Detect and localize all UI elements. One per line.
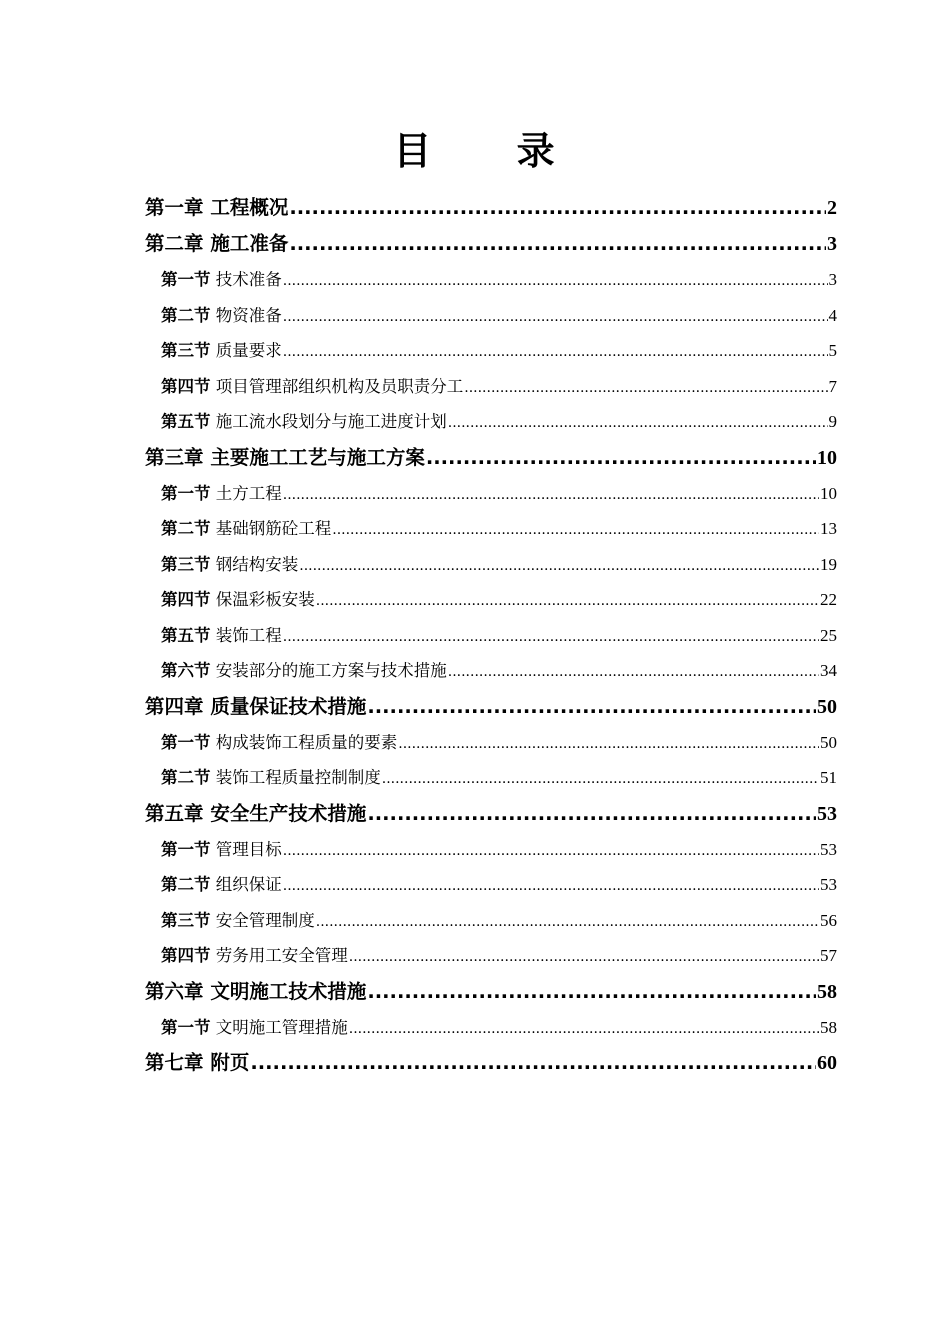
dot-leader: [349, 940, 819, 974]
toc-entry[interactable]: [145, 1010, 837, 1046]
toc-entry-number: 第七章: [145, 1051, 204, 1074]
dot-leader: [426, 440, 816, 476]
toc-entry-title: 主要施工工艺与施工方案: [210, 445, 425, 469]
toc-entry-title: 劳务用工安全管理: [215, 946, 348, 965]
dot-leader: [382, 762, 819, 796]
toc-entry-number: 第二节: [161, 875, 211, 894]
toc-entry[interactable]: [145, 369, 837, 405]
toc-entry-title: 组织保证: [215, 875, 282, 894]
dot-leader: [464, 371, 827, 405]
toc-entry-title: 装饰工程: [215, 625, 282, 645]
toc-entry[interactable]: [145, 725, 837, 761]
toc-entry-number: 第三节: [161, 341, 211, 360]
toc-entry-page: 58: [820, 1017, 837, 1037]
toc-entry-page: 19: [820, 554, 837, 574]
toc-entry[interactable]: [145, 653, 837, 689]
toc-entry[interactable]: [145, 903, 837, 939]
toc-entry-page: 53: [820, 839, 837, 859]
toc-entry-number: 第一章: [145, 196, 204, 219]
toc-entry[interactable]: [145, 476, 837, 512]
toc-entry-page: 13: [820, 519, 837, 538]
dot-leader: [316, 584, 819, 618]
toc-entry[interactable]: [145, 190, 837, 226]
toc-entry-number: 第一节: [161, 1017, 211, 1037]
toc-entry-title: 项目管理部组织机构及员职责分工: [215, 376, 464, 396]
dot-leader: [289, 226, 826, 262]
toc-entry-title: 钢结构安装: [215, 554, 299, 574]
toc-entry[interactable]: [145, 440, 837, 476]
toc-entry-page: 50: [817, 695, 837, 718]
toc-entry[interactable]: [145, 832, 837, 868]
toc-entry[interactable]: [145, 938, 837, 974]
toc-entry[interactable]: [145, 867, 837, 903]
toc-entry-title: 施工流水段划分与施工进度计划: [215, 412, 447, 431]
dot-leader: [283, 620, 819, 654]
toc-entry-page: 57: [820, 946, 837, 965]
toc-entry-number: 第一节: [161, 839, 211, 859]
dot-leader: [283, 869, 819, 903]
toc-entry-number: 第一节: [161, 270, 211, 289]
dot-leader: [448, 655, 819, 689]
toc-entry-title: 土方工程: [215, 483, 282, 503]
toc-entry-page: 22: [820, 590, 837, 609]
dot-leader: [250, 1045, 816, 1081]
toc-entry-number: 第一节: [161, 483, 211, 503]
toc-entry[interactable]: [145, 547, 837, 583]
toc-entry-title: 保温彩板安装: [215, 590, 315, 609]
dot-leader: [283, 478, 819, 512]
toc-entry-title: 基础钢筋砼工程: [215, 519, 332, 538]
toc-entry-number: 第六节: [161, 661, 211, 680]
toc-entry-number: 第四节: [161, 590, 211, 609]
toc-entry-number: 第三节: [161, 554, 211, 574]
toc-entry[interactable]: [145, 582, 837, 618]
toc-entry[interactable]: [145, 404, 837, 440]
toc-entry-number: 第四节: [161, 946, 211, 965]
toc-entry-page: 9: [828, 412, 837, 431]
toc-entry[interactable]: [145, 618, 837, 654]
toc-entry[interactable]: [145, 1045, 837, 1081]
toc-entry-title: 管理目标: [215, 839, 282, 859]
dot-leader: [289, 190, 826, 226]
toc-entry-title: 施工准备: [210, 232, 289, 255]
toc-entry[interactable]: [145, 226, 837, 262]
toc-entry-number: 第三章: [145, 445, 204, 469]
toc-entry-number: 第三节: [161, 910, 211, 930]
toc-entry-page: 56: [820, 910, 837, 930]
toc-entry-page: 51: [820, 768, 837, 787]
toc-entry-number: 第一节: [161, 732, 211, 752]
toc-entry-page: 5: [828, 341, 837, 360]
toc-entry-page: 2: [827, 197, 837, 219]
toc-entry-title: 附页: [210, 1051, 250, 1074]
toc-entry-title: 质量要求: [215, 341, 282, 360]
toc-entry-title: 安装部分的施工方案与技术措施: [215, 661, 447, 680]
toc-entry-title: 装饰工程质量控制制度: [215, 768, 381, 787]
toc-entry-page: 10: [817, 446, 837, 469]
toc-entry-title: 工程概况: [210, 196, 289, 219]
toc-entry-page: 58: [817, 980, 837, 1003]
dot-leader: [299, 549, 819, 583]
toc-entry[interactable]: [145, 298, 837, 334]
toc-entry-page: 53: [817, 802, 837, 825]
toc-entry-page: 10: [820, 483, 837, 503]
toc-entry[interactable]: [145, 333, 837, 369]
toc-entry-number: 第二节: [161, 519, 211, 538]
dot-leader: [316, 905, 819, 939]
toc-entry-title: 质量保证技术措施: [210, 694, 367, 718]
toc-entry-title: 安全管理制度: [215, 910, 315, 930]
toc-entry-page: 53: [820, 875, 837, 894]
toc-entry-number: 第五章: [145, 801, 204, 825]
toc-entry-page: 3: [828, 270, 837, 289]
dot-leader: [283, 300, 828, 334]
toc-entry-title: 构成装饰工程质量的要素: [215, 732, 398, 752]
toc-entry-number: 第六章: [145, 979, 204, 1003]
toc-entry[interactable]: [145, 796, 837, 832]
toc-entry-title: 技术准备: [215, 270, 282, 289]
dot-leader: [283, 264, 828, 298]
toc-entry-number: 第二节: [161, 305, 211, 325]
toc-entry[interactable]: [145, 262, 837, 298]
toc-entry-number: 第五节: [161, 412, 211, 431]
toc-entry[interactable]: [145, 689, 837, 725]
dot-leader: [332, 513, 819, 547]
toc-entry-page: 34: [820, 661, 837, 680]
toc-entry-page: 50: [820, 732, 837, 752]
toc-entry-number: 第四章: [145, 694, 204, 718]
toc-entry-page: 7: [828, 376, 837, 396]
toc-heading: 目 录: [393, 129, 591, 173]
toc-entry-page: 3: [827, 233, 837, 255]
toc-entry-page: 60: [817, 1052, 837, 1074]
dot-leader: [367, 689, 816, 725]
toc-entry-number: 第五节: [161, 625, 211, 645]
dot-leader: [448, 406, 828, 440]
toc-entry-title: 物资准备: [215, 305, 282, 325]
dot-leader: [398, 727, 819, 761]
dot-leader: [349, 1012, 819, 1046]
toc-entry-page: 25: [820, 625, 837, 645]
toc-entry-title: 文明施工技术措施: [210, 979, 367, 1003]
toc-entry-number: 第四节: [161, 376, 211, 396]
toc-entry-title: 文明施工管理措施: [215, 1017, 348, 1037]
toc-entry-page: 4: [828, 305, 837, 325]
toc-entry-number: 第二章: [145, 232, 204, 255]
toc-entry-title: 安全生产技术措施: [210, 801, 367, 825]
toc-entry-number: 第二节: [161, 768, 211, 787]
dot-leader: [283, 335, 828, 369]
toc-entry[interactable]: [145, 760, 837, 796]
dot-leader: [367, 796, 816, 832]
table-of-contents: [145, 190, 837, 1081]
dot-leader: [283, 834, 819, 868]
toc-entry[interactable]: [145, 511, 837, 547]
toc-entry[interactable]: [145, 974, 837, 1010]
dot-leader: [367, 974, 816, 1010]
